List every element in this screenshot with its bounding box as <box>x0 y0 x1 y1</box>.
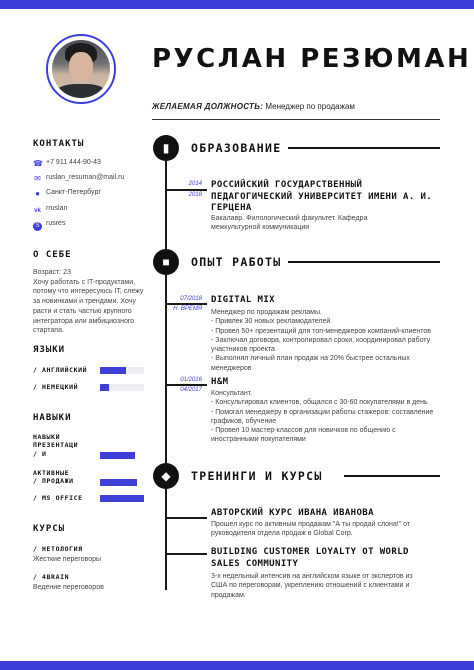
contact-email[interactable] <box>33 174 124 184</box>
language-bar-german <box>100 384 144 391</box>
training1-tick <box>165 517 207 519</box>
skill-label-msoffice: / MS OFFICE <box>33 494 83 502</box>
job2-tick <box>165 384 207 386</box>
training1-text: Прошел курс по активным продажам "А ты продай слона!" от руководителя отдела продаж в Global Corp. <box>211 521 411 538</box>
avatar <box>52 40 110 98</box>
course-4brain-title: / 4BRAIN <box>33 573 70 581</box>
training2-title: BUILDING CUSTOMER LOYALTY OT WORLD SALES COMMUNITY <box>211 547 409 569</box>
education-section-icon <box>153 135 179 161</box>
language-level-german <box>100 384 109 391</box>
phone-text: +7 911 444-90-43 <box>46 159 101 166</box>
course-4brain-sub: Ведение переговоров <box>33 584 104 591</box>
desired-position-label: ЖЕЛАЕМАЯ ДОЛЖНОСТЬ: <box>152 102 264 111</box>
language-label-english: / АНГЛИЙСКИЙ <box>33 366 88 374</box>
contact-vk[interactable] <box>33 205 67 215</box>
about-text: Возраст: 23 Хочу работать с IT-продуктами, потому что интересуюсь IT, слежу за новинками и трендами. Хочу расти и стать частью крупного интегратора или амбициозного стартапа. <box>33 269 144 335</box>
experience-section-icon <box>153 249 179 275</box>
job1-tick <box>165 303 207 305</box>
top-accent-bar <box>0 0 474 9</box>
phone-icon: ☎ <box>33 159 43 168</box>
language-level-english <box>100 367 126 374</box>
education-title-line <box>288 147 440 149</box>
skype-text: rusres <box>46 220 66 227</box>
languages-title: ЯЗЫКИ <box>33 345 66 355</box>
skill-bar-presentation <box>100 452 144 459</box>
timeline-line <box>165 160 167 590</box>
education-title: ОБРАЗОВАНИЕ <box>191 141 282 155</box>
training2-tick <box>165 553 207 555</box>
job1-date-end: Н. ВРЕМЯ <box>173 306 202 312</box>
contact-phone[interactable] <box>33 159 101 169</box>
email-icon: ✉ <box>34 174 41 183</box>
header-divider <box>152 119 440 120</box>
course-netology-sub: Жесткие переговоры <box>33 556 102 563</box>
bottom-accent-bar <box>0 661 474 670</box>
email-text: ruslan_resuman@mail.ru <box>46 174 125 181</box>
skype-icon: S <box>33 222 42 231</box>
education-tick <box>165 189 207 191</box>
job2-text: Консультант. - Консультировал клиентов, общался с 30-60 покупателями в день - Помогал менеджеру в организации работы стажеров: составление графиков, обучение - Провел 10 мастер-классов для новичков по общению с иностранными покупателями <box>211 390 434 444</box>
vk-icon: vk <box>34 208 41 214</box>
skill-label-sales: АКТИВНЫЕ / ПРОДАЖИ <box>33 469 74 486</box>
training2-text: 3-х недельный интенсив на английском языке от экспертов из США по переговорам, укреплению отношений с клиентами и продажам. <box>211 573 413 599</box>
location-pin-icon: ● <box>35 189 40 198</box>
experience-title: ОПЫТ РАБОТЫ <box>191 255 282 269</box>
job2-date-end: 04/2017 <box>180 387 202 393</box>
job2-title: H&M <box>211 377 229 387</box>
skill-level-sales <box>100 479 137 486</box>
desired-position-value: Менеджер по продажам <box>263 102 355 111</box>
trainings-title: ТРЕНИНГИ И КУРСЫ <box>191 469 323 483</box>
skill-bar-msoffice <box>100 495 144 502</box>
language-bar-english <box>100 367 144 374</box>
job2-date-start: 01/2016 <box>180 377 202 383</box>
contacts-title: КОНТАКТЫ <box>33 139 85 149</box>
job1-title: DIGITAL MIX <box>211 295 276 305</box>
education-date-end: 2018 <box>188 192 202 198</box>
experience-title-line <box>288 261 440 263</box>
trainings-title-line <box>344 475 440 477</box>
course-netology-title: / НЕТОЛОГИЯ <box>33 545 83 553</box>
contact-skype[interactable] <box>33 220 65 230</box>
briefcase-icon: ■ <box>162 255 170 269</box>
skill-label-presentation: НАВЫКИ ПРЕЗЕНТАЦИ / И <box>33 433 79 458</box>
job1-date-start: 07/2018 <box>180 296 202 302</box>
contact-city <box>33 189 101 199</box>
skill-level-presentation <box>100 452 135 459</box>
education-entry-text: Бакалавр. Филологический факультет. Кафедра межкультурной коммуникации <box>211 215 368 232</box>
city-text: Санкт-Петербург <box>46 189 101 196</box>
skills-title: НАВЫКИ <box>33 413 72 423</box>
book-icon: ▮ <box>162 141 170 155</box>
candidate-name: РУСЛАН РЕЗЮМАН <box>152 44 472 74</box>
education-date-start: 2014 <box>188 181 202 187</box>
language-label-german: / НЕМЕЦКИЙ <box>33 383 79 391</box>
desired-position <box>152 102 355 111</box>
diamond-icon: ◆ <box>161 469 171 483</box>
job1-text: Менеджер по продажам рекламы. - Привлек 30 новых рекламодателей - Провел 50+ презентаций для топ-менеджеров компаний-клиентов - Заключал договора, контролировал сроки, координировал работу участников проекта - Выполнял личный план продаж на 20% быстрее остальных менеджеров <box>211 309 431 372</box>
education-entry-title: РОССИЙСКИЙ ГОСУДАРСТВЕННЫЙ ПЕДАГОГИЧЕСКИЙ УНИВЕРСИТЕТ ИМЕНИ А. И. ГЕРЦЕНА <box>211 180 433 213</box>
courses-title: КУРСЫ <box>33 524 66 534</box>
vk-text: rruslan <box>46 205 68 212</box>
skill-bar-sales <box>100 479 144 486</box>
skill-level-msoffice <box>100 495 144 502</box>
about-title: О СЕБЕ <box>33 250 72 260</box>
trainings-section-icon <box>153 463 179 489</box>
training1-title: АВТОРСКИЙ КУРС ИВАНА ИВАНОВА <box>211 508 374 518</box>
